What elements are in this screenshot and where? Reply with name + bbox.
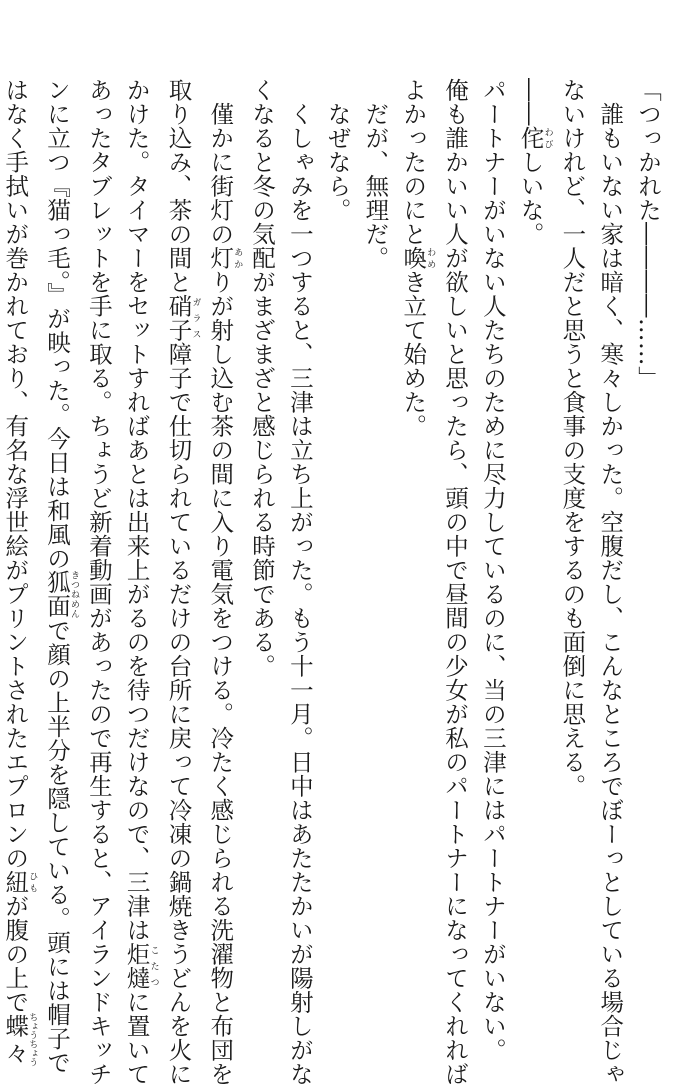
- text-run: で顔の上半分を隠している。頭には帽子で: [43, 618, 72, 1075]
- ruby-reading: ちょうちょう: [27, 1012, 38, 1067]
- text-run: ンに立つ『猫っ毛。』が映った。今日は和風の: [43, 78, 72, 571]
- text-line: [628, 78, 666, 990]
- text-line: [318, 78, 356, 990]
- ruby-word: [43, 570, 80, 619]
- ruby-base: 灯: [206, 246, 235, 270]
- ruby-reading: ひも: [27, 870, 38, 894]
- text-line: [280, 78, 318, 1086]
- ruby-reading: きつねめん: [69, 570, 80, 619]
- indent-space: [361, 78, 389, 102]
- text-line: [553, 78, 591, 990]
- indent-space: [324, 78, 352, 102]
- text-line: [435, 78, 473, 1086]
- ruby-word: [399, 246, 436, 270]
- text-line: [200, 78, 243, 1086]
- indent-space: [206, 78, 234, 102]
- text-line: [242, 78, 280, 990]
- ruby-reading: ガラス: [190, 294, 201, 342]
- ruby-base: 紐: [1, 870, 30, 894]
- text-run: 取り込み、茶の間と: [164, 78, 193, 294]
- text-line: [511, 78, 553, 990]
- indent-space: [596, 78, 624, 102]
- ruby-base: 狐面: [43, 570, 72, 619]
- indent-space: [286, 78, 314, 102]
- text-run: パートナーがいない人たちのために尽力しているのに、当の三津にはパートナーがいない。: [478, 78, 507, 1062]
- ruby-base: 侘: [516, 126, 545, 150]
- text-line: [37, 78, 80, 1075]
- text-run: くなると冬の気配がまざまざと感じられる時節である。: [248, 78, 277, 678]
- text-line: [473, 78, 511, 1062]
- ruby-reading: わび: [542, 126, 553, 150]
- text-run: き立て始めた。: [399, 270, 428, 438]
- ruby-reading: こたつ: [148, 942, 159, 990]
- text-run: くしゃみを一つすると、三津は立ち上がった。もう十一月。日中はあたたかいが陽射しがな: [285, 102, 314, 1086]
- text-run: が腹の上で: [1, 894, 30, 1014]
- ruby-word: [1, 1012, 38, 1067]
- text-line: [0, 78, 38, 1067]
- text-run: ――: [516, 78, 545, 126]
- text-run: 俺も誰かいい人が欲しいと思ったら、頭の中で昼間の少女が私のパートナーになってくれれば: [441, 78, 470, 1086]
- vertical-text-block: [0, 78, 666, 1086]
- text-line: [79, 78, 117, 1086]
- text-run: なぜなら。: [323, 102, 352, 222]
- ruby-base: 蝶々: [1, 1012, 30, 1067]
- text-run: ないけれど、一人だと思うと食事の支度をするのも面倒に思える。: [558, 78, 587, 798]
- text-line: [356, 78, 394, 990]
- text-run: りが射し込む茶の間に入り電気をつける。冷たく感じられる洗濯物と布団を: [206, 270, 235, 1086]
- ruby-word: [206, 246, 243, 270]
- text-run: はなく手拭いが巻かれており、有名な浮世絵がプリントされたエプロンの: [1, 78, 30, 870]
- ruby-word: [164, 294, 201, 342]
- text-run: かけた。タイマーをセットすればあとは出来上がるのを待つだけなので、三津は: [122, 78, 151, 942]
- ruby-word: [1, 870, 38, 894]
- ruby-reading: わめ: [425, 246, 436, 270]
- text-line: [590, 78, 628, 1086]
- ruby-base: 喚: [399, 246, 428, 270]
- text-run: だが、無理だ。: [361, 102, 390, 270]
- text-run: 障子で仕切られているだけの台所に戻って冷凍の鍋焼きうどんを火に: [164, 342, 193, 1086]
- ruby-word: [516, 126, 553, 150]
- text-line: [393, 78, 435, 990]
- ruby-base: 硝子: [164, 294, 193, 342]
- ruby-reading: あか: [232, 246, 243, 270]
- text-line: [159, 78, 201, 1086]
- text-run: よかったのにと: [399, 78, 428, 246]
- text-run: に置いて: [122, 990, 151, 1086]
- text-line: [117, 78, 159, 1086]
- text-run: あったタブレットを手に取る。ちょうど新着動画があったので再生すると、アイランドキッチ: [84, 78, 113, 1086]
- text-run: 「つっかれた――――……」: [634, 78, 662, 390]
- text-run: 誰もいない家は暗く、寒々しかった。空腹だし、こんなところでぼーっとしている場合じゃ: [596, 102, 625, 1086]
- ruby-word: [122, 942, 159, 990]
- ruby-base: 炬燵: [122, 942, 151, 990]
- text-run: しいな。: [516, 150, 545, 246]
- text-run: 僅かに街灯の: [206, 102, 235, 246]
